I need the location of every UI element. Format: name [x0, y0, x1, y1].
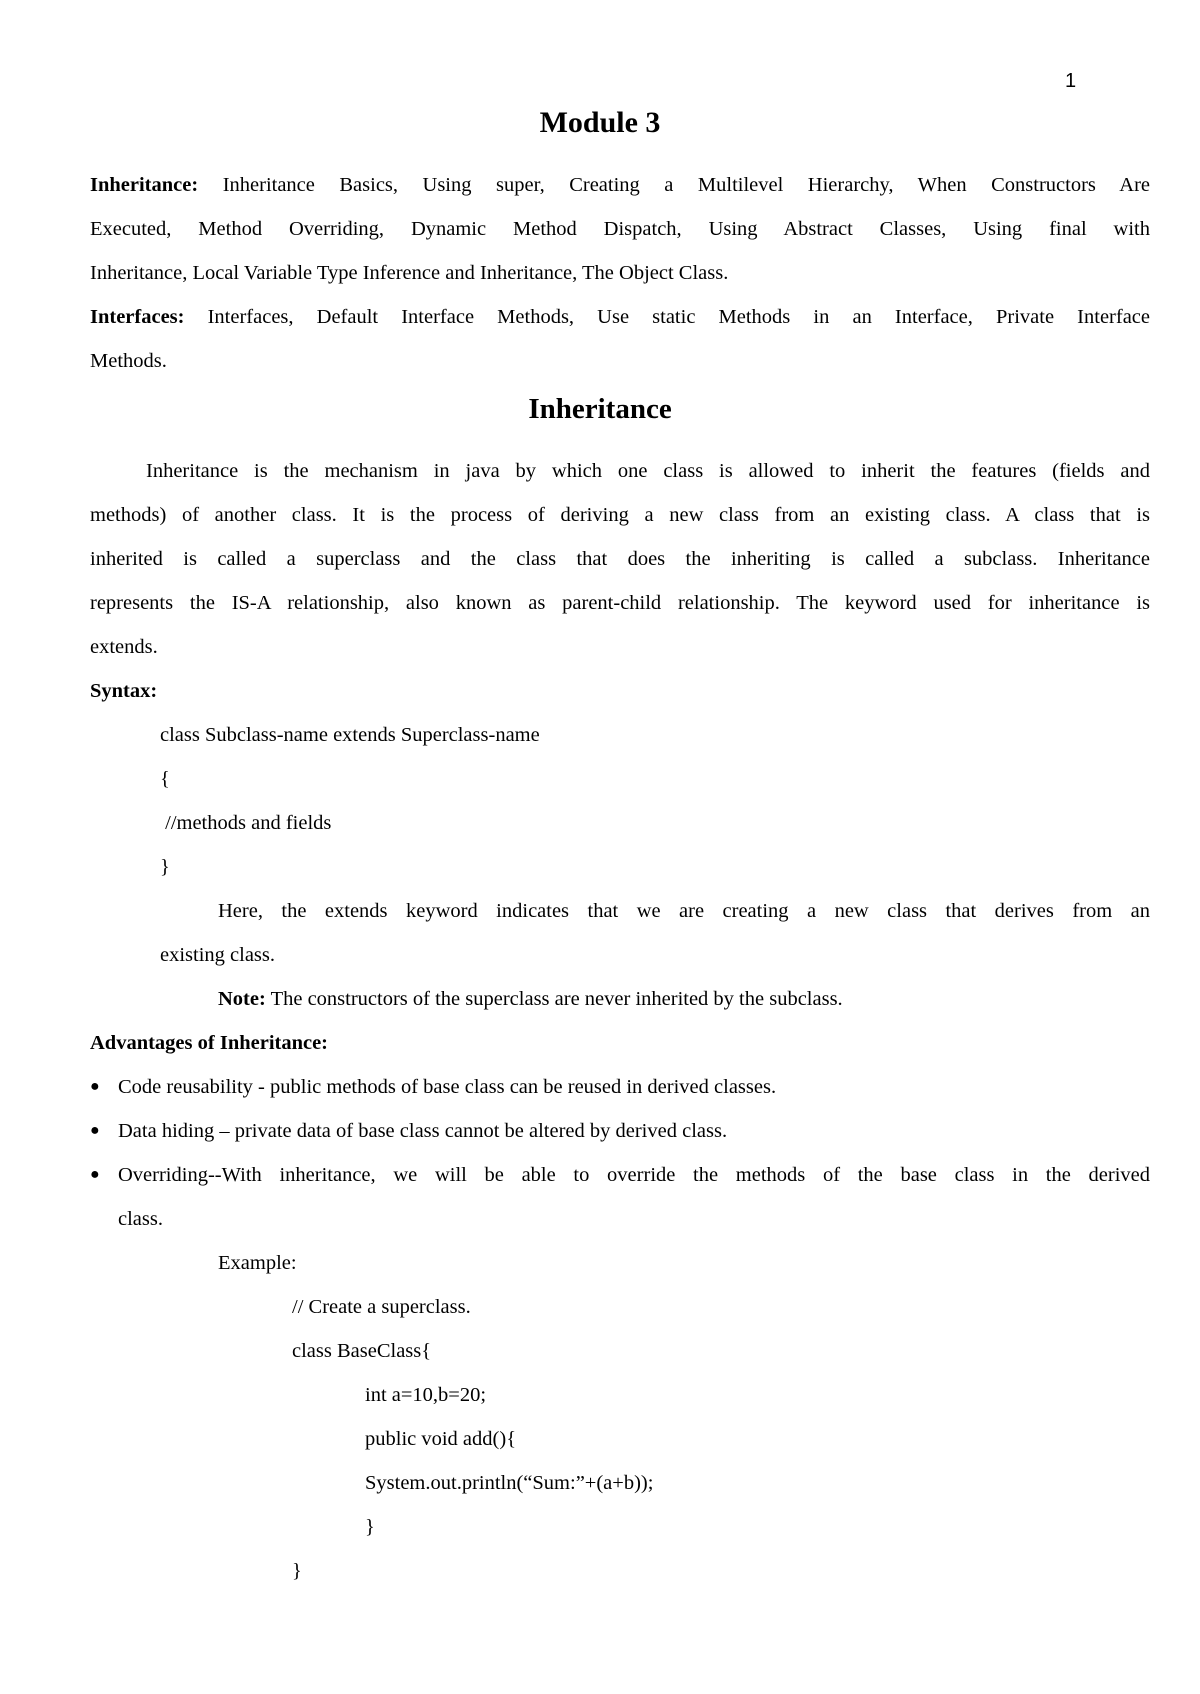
syllabus-interfaces-text-1: Interfaces, Default Interface Methods, Use static Methods in an Interface, Private Interface [207, 306, 1150, 328]
syllabus-interfaces-line-1 [90, 295, 1150, 339]
intro-line-2: methods) of another class. It is the process of deriving a new class from an existing class. A class that is [90, 504, 1150, 526]
here-line-1: Here, the extends keyword indicates that we are creating a new class that derives from an [218, 900, 1150, 922]
note-label: Note: [218, 988, 266, 1010]
bullet-icon: ● [90, 1078, 100, 1095]
syllabus-interfaces-line-2: Methods. [90, 350, 167, 372]
advantage-item-3-continuation: class. [118, 1208, 163, 1230]
advantage-item-3: Overriding--With inheritance, we will be able to override the methods of the base class in the derived [118, 1164, 1150, 1186]
syllabus-inheritance-line-2: Executed, Method Overriding, Dynamic Method Dispatch, Using Abstract Classes, Using final with [90, 218, 1150, 240]
bullet-icon: ● [90, 1166, 100, 1183]
code-class-close: } [292, 1560, 302, 1582]
syntax-line-3: //methods and fields [160, 812, 332, 834]
intro-line-3: inherited is called a superclass and the class that does the inheriting is called a subclass. Inheritance [90, 548, 1150, 570]
code-comment: // Create a superclass. [292, 1296, 471, 1318]
syllabus-inheritance-line-3: Inheritance, Local Variable Type Inference and Inheritance, The Object Class. [90, 262, 729, 284]
intro-line-4: represents the IS-A relationship, also known as parent-child relationship. The keyword used for inheritance is [90, 592, 1150, 614]
code-method-decl: public void add(){ [365, 1428, 517, 1450]
code-class-decl: class BaseClass{ [292, 1340, 432, 1362]
syllabus-inheritance-label: Inheritance: [90, 174, 199, 196]
intro-line-1: Inheritance is the mechanism in java by which one class is allowed to inherit the features (fields and [146, 460, 1150, 482]
advantage-item-2: Data hiding – private data of base class cannot be altered by derived class. [118, 1120, 728, 1142]
note-text: The constructors of the superclass are never inherited by the subclass. [270, 988, 843, 1010]
bullet-icon: ● [90, 1122, 100, 1139]
page-number: 1 [1065, 70, 1077, 92]
intro-line-5: extends. [90, 636, 158, 658]
syntax-label: Syntax: [90, 680, 158, 702]
code-method-close: } [365, 1516, 375, 1538]
code-fields: int a=10,b=20; [365, 1384, 487, 1406]
code-print-stmt: System.out.println(“Sum:”+(a+b)); [365, 1472, 654, 1494]
syllabus-inheritance-line-1 [90, 163, 1150, 207]
syntax-line-2: { [160, 768, 170, 790]
syntax-line-1: class Subclass-name extends Superclass-name [160, 724, 540, 746]
here-line-2: existing class. [160, 944, 276, 966]
section-title: Inheritance [528, 393, 672, 425]
note-line [218, 977, 843, 1021]
advantage-item-1: Code reusability - public methods of base class can be reused in derived classes. [118, 1076, 777, 1098]
example-label: Example: [218, 1252, 297, 1274]
syntax-line-4: } [160, 856, 170, 878]
syllabus-interfaces-label: Interfaces: [90, 306, 185, 328]
syllabus-inheritance-text-1: Inheritance Basics, Using super, Creating a Multilevel Hierarchy, When Constructors Are [222, 174, 1150, 196]
module-title: Module 3 [539, 106, 661, 139]
advantages-label: Advantages of Inheritance: [90, 1032, 329, 1054]
